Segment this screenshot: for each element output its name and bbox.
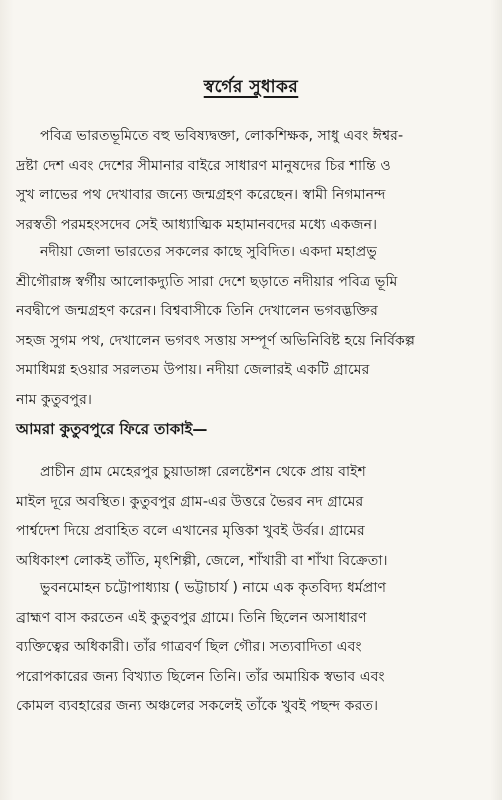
text-line: নবদ্বীপে জন্মগ্রহণ করেন। বিশ্ববাসীকে তিনি দেখালেন ভগবদ্ভক্তির <box>16 303 378 320</box>
text-line: পবিত্র ভারতভূমিতে বহু ভবিষ্যদ্বক্তা, লোকশিক্ষক, সাধু এবং ঈশ্বর- <box>40 128 404 144</box>
text-line: সমাধিমগ্ন হওয়ার সরলতম উপায়। নদীয়া জেলারই একটি গ্রামের <box>16 362 370 379</box>
text-line: অধিকাংশ লোকই তাঁতি, মৃৎশিল্পী, জেলে, শাঁখারী বা শাঁখা বিক্রেতা। <box>16 552 388 569</box>
text-line: সহজ সুগম পথ, দেখালেন ভগবৎ সত্তায় সম্পূর্ণ অভিনিবিষ্ট হয়ে নির্বিকল্প <box>16 332 416 349</box>
text-line: ব্রাহ্মণ বাস করতেন এই কুতুবপুর গ্রামে। তিনি ছিলেন অসাধারণ <box>16 609 367 626</box>
title-text: স্বর্গের সুধাকর <box>203 77 299 97</box>
text-line: ভুবনমোহন চট্টোপাধ্যায় ( ভট্টাচার্য ) নামে এক কৃতবিদ্য ধর্মপ্রাণ <box>40 580 387 596</box>
paragraph-1 <box>16 122 486 240</box>
text-line: দ্রষ্টা দেশ এবং দেশের সীমানার বাইরে সাধারণ মানুষদের চির শান্তি ও <box>16 157 391 174</box>
text-line: মাইল দূরে অবস্থিত। কুতুবপুর গ্রাম-এর উত্তরে ভৈরব নদ গ্রামের <box>16 493 364 510</box>
text-line: শ্রীগৌরাঙ্গ স্বর্গীয় আলোকদ্যুতি সারা দেশে ছড়াতে নদীয়ার পবিত্র ভূমি <box>16 273 398 290</box>
text-line: সুখ লাভের পথ দেখাবার জন্যে জন্মগ্রহণ করেছেন। স্বামী নিগমানন্দ <box>16 187 386 204</box>
paragraph-2 <box>16 238 486 416</box>
text-line: পরোপকারের জন্য বিখ্যাত ছিলেন তিনি। তাঁর অমায়িক স্বভাব এবং <box>16 668 385 685</box>
paragraph-4 <box>16 574 486 722</box>
paragraph-3 <box>16 458 486 576</box>
text-line: নদীয়া জেলা ভারতের সকলের কাছে সুবিদিত। একদা মহাপ্রভু <box>40 244 377 260</box>
text-line: নাম কুতুবপুর। <box>16 391 92 408</box>
text-line: সরস্বতী পরমহংসদেব সেই আধ্যাত্মিক মহামানবদের মধ্যে একজন। <box>16 216 378 233</box>
page-title <box>0 74 502 102</box>
text-line: পার্শ্বদেশ দিয়ে প্রবাহিত বলে এখানের মৃত্তিকা খুবই উর্বর। গ্রামের <box>16 523 365 540</box>
text-line: কোমল ব্যবহারের জন্য অঞ্চলের সকলেই তাঁকে খুবই পছন্দ করত। <box>16 698 379 715</box>
text-line: প্রাচীন গ্রাম মেহেরপুর চুয়াডাঙ্গা রেলষ্টেশন থেকে প্রায় বাইশ <box>40 464 366 480</box>
section-heading: আমরা কুতুবপুরে ফিরে তাকাই— <box>16 420 208 438</box>
text-line: ব্যক্তিত্বের অধিকারী। তাঁর গাত্রবর্ণ ছিল গৌর। সত্যবাদিতা এবং <box>16 639 362 656</box>
